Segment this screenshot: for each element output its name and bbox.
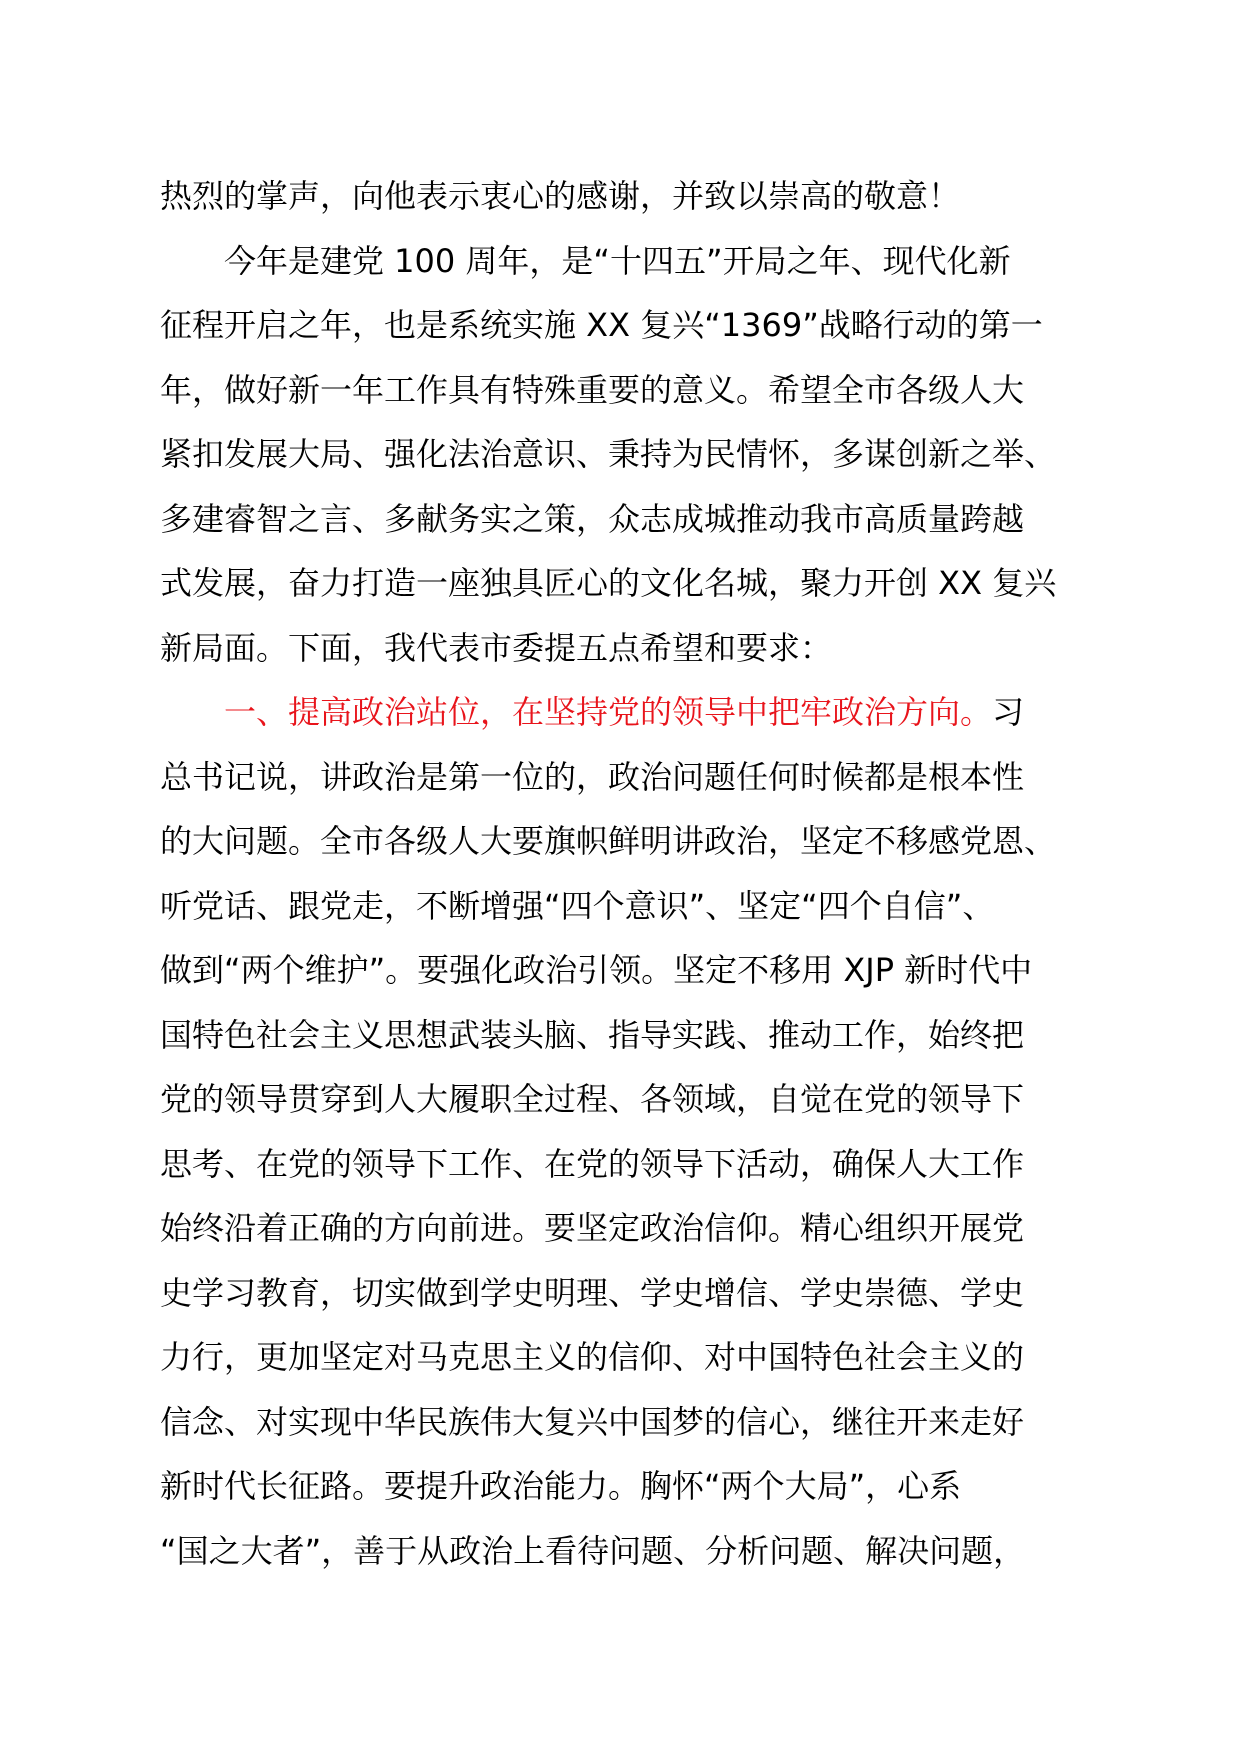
text-line: 国特色社会主义思想武装头脑、指导实践、推动工作，始终把 bbox=[160, 1015, 1025, 1054]
text-line: “国之大者”，善于从政治上看待问题、分析问题、解决问题， bbox=[160, 1531, 1026, 1570]
text-line: 信念、对实现中华民族伟大复兴中国梦的信心，继往开来走好 bbox=[160, 1402, 1025, 1441]
text-line: 征程开启之年，也是系统实施 XX 复兴“1369”战略行动的第一 bbox=[160, 306, 1043, 344]
text-line: 今年是建党 100 周年，是“十四五”开局之年、现代化新 bbox=[224, 241, 1011, 280]
text-line: 听党话、跟党走，不断增强“四个意识”、坚定“四个自信”、 bbox=[160, 886, 995, 925]
text-line: 做到“两个维护”。要强化政治引领。坚定不移用 XJP 新时代中 bbox=[160, 951, 1033, 989]
section-heading: 一、提高政治站位，在坚持党的领导中把牢政治方向。 bbox=[224, 693, 993, 731]
text-line: 式发展，奋力打造一座独具匠心的文化名城，聚力开创 XX 复兴 bbox=[160, 564, 1057, 602]
text-line: 总书记说，讲政治是第一位的，政治问题任何时候都是根本性 bbox=[160, 757, 1025, 796]
text-line: 的大问题。全市各级人大要旗帜鲜明讲政治，坚定不移感党恩、 bbox=[160, 822, 1057, 860]
text-line: 思考、在党的领导下工作、在党的领导下活动，确保人大工作 bbox=[160, 1144, 1025, 1183]
document-body bbox=[160, 164, 1120, 1583]
text-line: 力行，更加坚定对马克思主义的信仰、对中国特色社会主义的 bbox=[160, 1338, 1025, 1376]
text-line: 始终沿着正确的方向前进。要坚定政治信仰。精心组织开展党 bbox=[160, 1209, 1025, 1247]
text-line: 新时代长征路。要提升政治能力。胸怀“两个大局”，心系 bbox=[160, 1467, 962, 1505]
text-line: 多建睿智之言、多献务实之策，众志成城推动我市高质量跨越 bbox=[160, 499, 1025, 538]
section-heading-line bbox=[160, 680, 1120, 745]
text-line: 热烈的掌声，向他表示衷心的感谢，并致以崇高的敬意！ bbox=[160, 177, 961, 215]
text-line: 年，做好新一年工作具有特殊重要的意义。希望全市各级人大 bbox=[160, 370, 1025, 409]
section-heading-continuation: 习 bbox=[992, 693, 1025, 731]
text-line: 史学习教育，切实做到学史明理、学史增信、学史崇德、学史 bbox=[160, 1273, 1025, 1312]
text-line: 紧扣发展大局、强化法治意识、秉持为民情怀，多谋创新之举、 bbox=[160, 435, 1057, 473]
text-line: 党的领导贯穿到人大履职全过程、各领域，自觉在党的领导下 bbox=[160, 1080, 1025, 1118]
text-line: 新局面。下面，我代表市委提五点希望和要求： bbox=[160, 628, 833, 667]
